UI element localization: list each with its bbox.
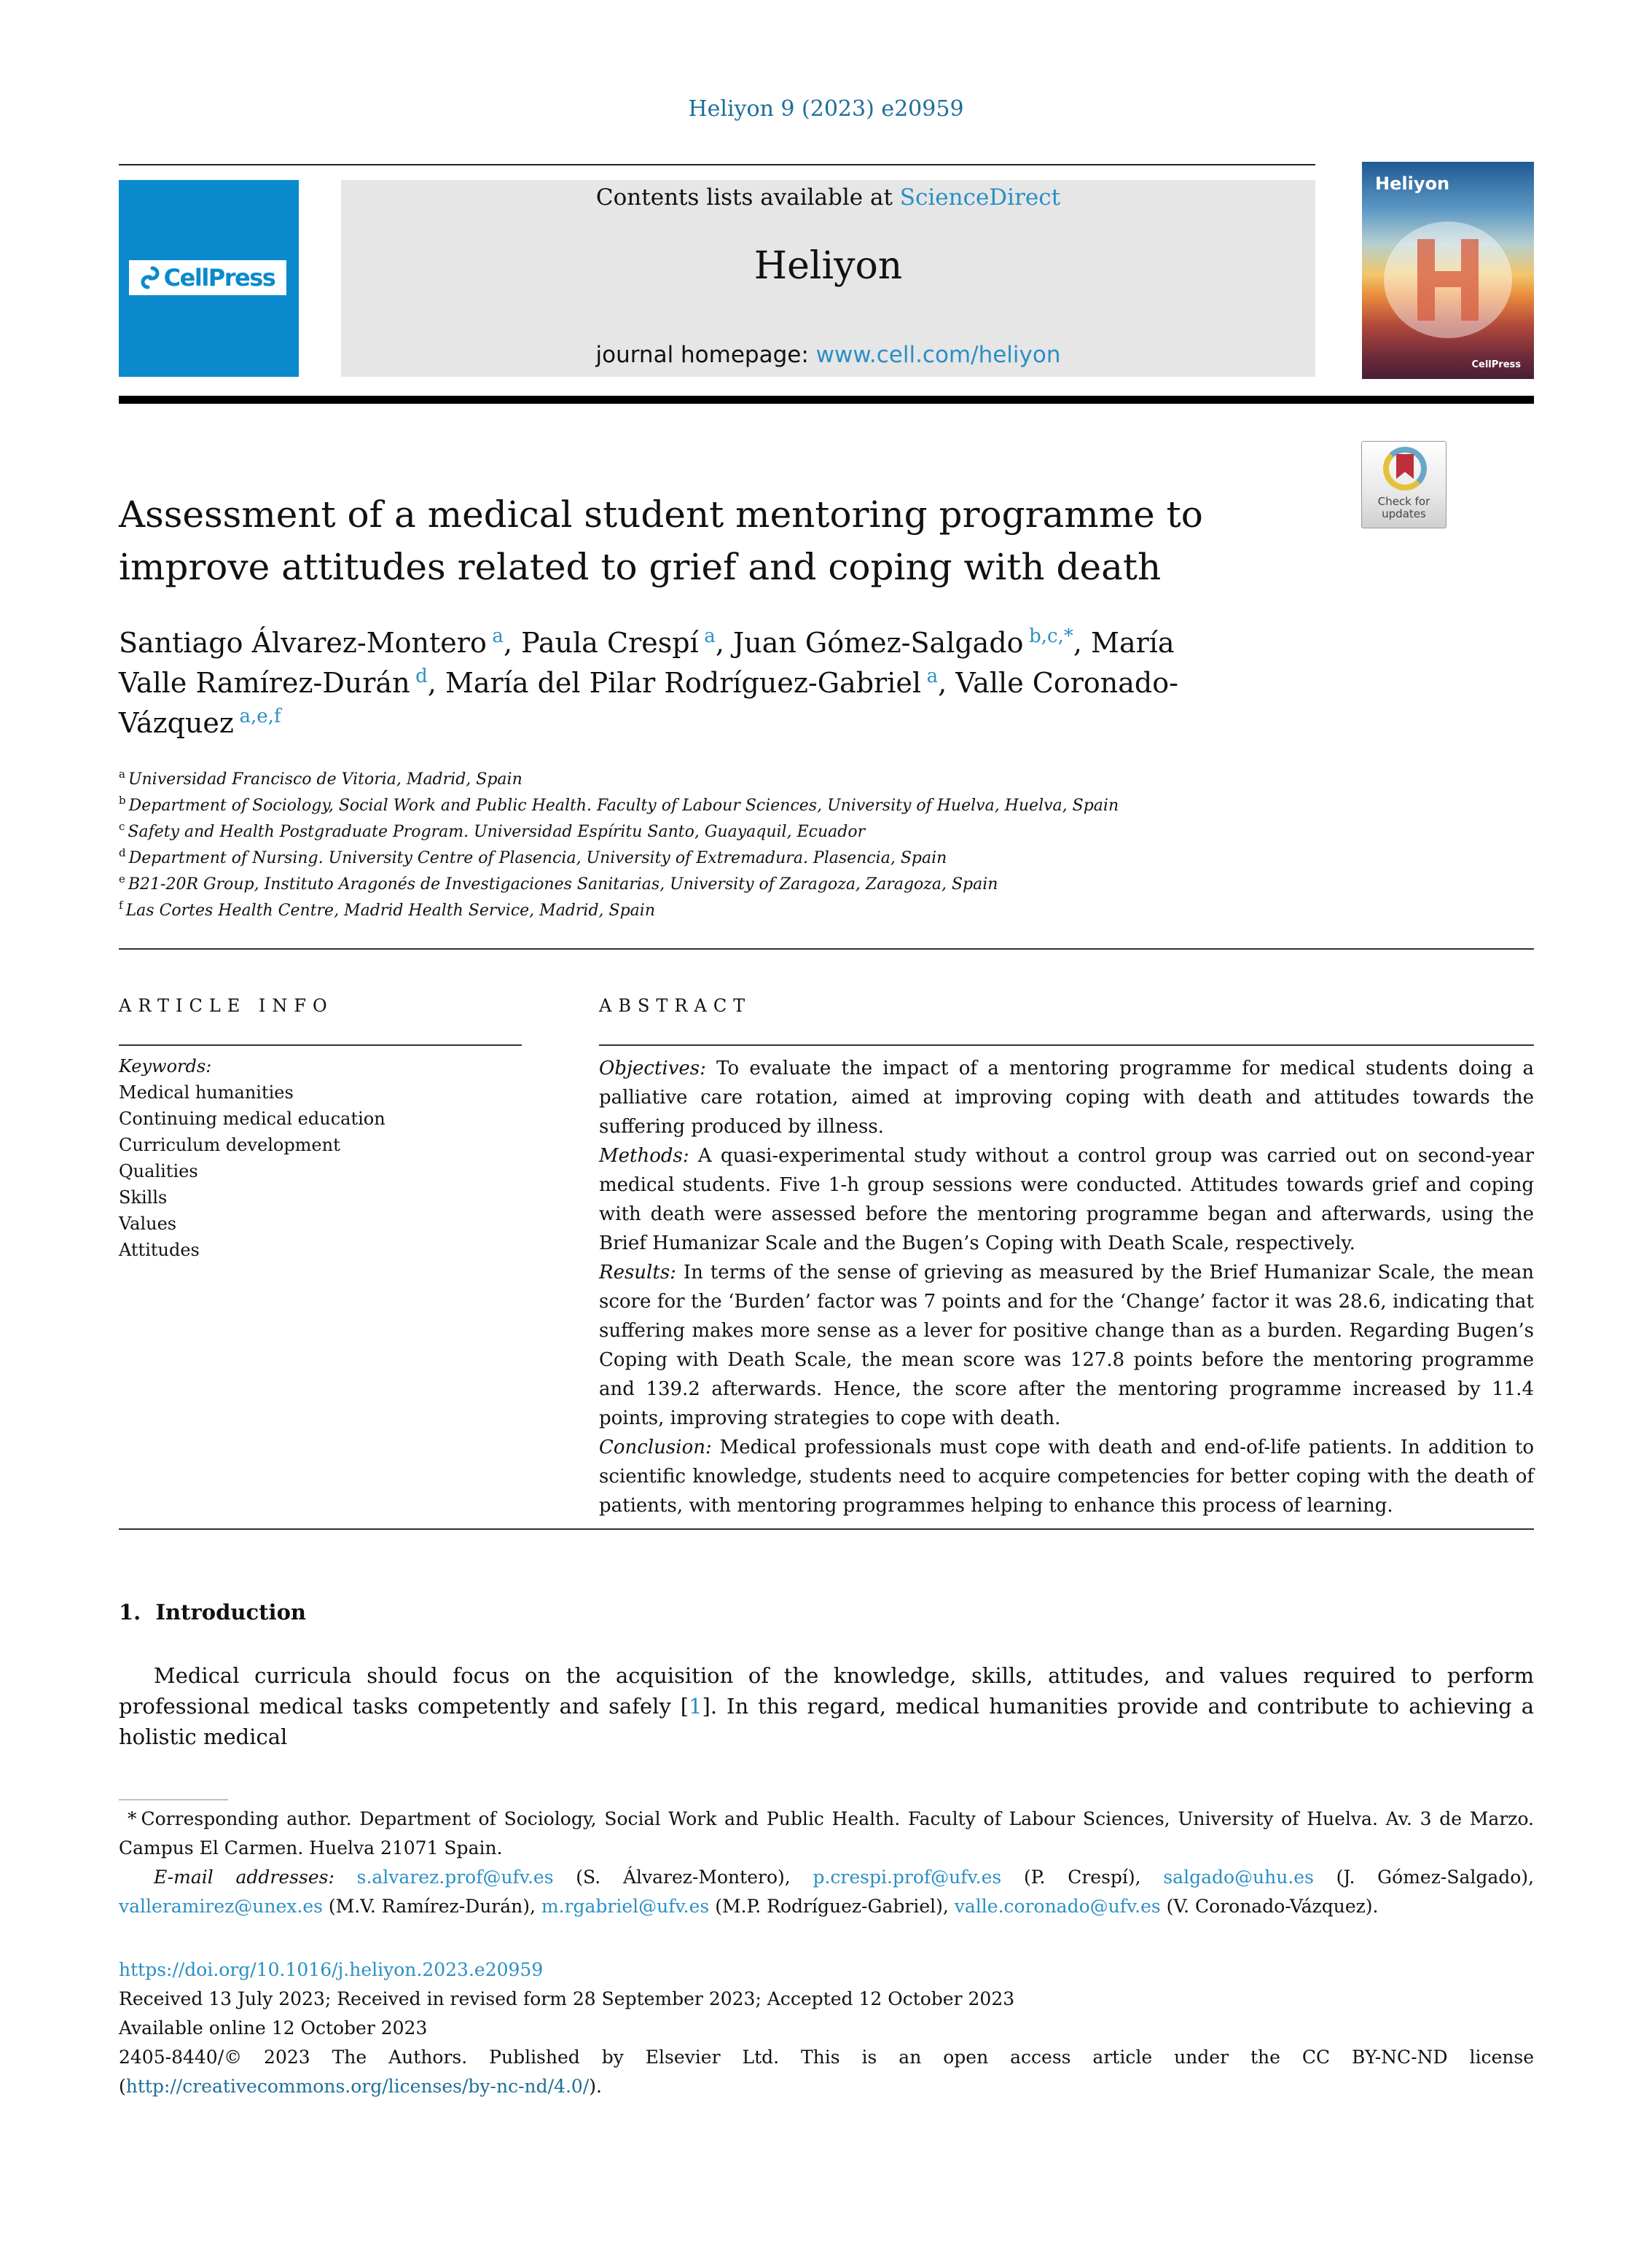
journal-cover-image[interactable] bbox=[1362, 162, 1534, 379]
masthead-thick-rule bbox=[119, 396, 1534, 404]
cellpress-wordmark: CellPress bbox=[163, 264, 275, 292]
email-link[interactable]: valle.coronado@ufv.es bbox=[954, 1896, 1161, 1917]
sciencedirect-link[interactable]: ScienceDirect bbox=[899, 184, 1061, 211]
cellpress-logo-panel bbox=[119, 180, 299, 377]
affiliation-text: Department of Sociology, Social Work and Public Health. Faculty of Labour Sciences, University of Huelva, Huelva, Spain bbox=[128, 797, 1119, 815]
introduction-heading: 1. Introduction bbox=[119, 1600, 306, 1625]
email-link[interactable]: valleramirez@unex.es bbox=[119, 1896, 323, 1917]
email-link[interactable]: m.rgabriel@ufv.es bbox=[541, 1896, 710, 1917]
affiliation-list bbox=[119, 767, 1358, 924]
email-owner: (S. Álvarez-Montero), bbox=[553, 1867, 813, 1888]
email-owner: (J. Gómez-Salgado), bbox=[1313, 1867, 1535, 1888]
author[interactable]: Santiago Álvarez-Montero bbox=[119, 627, 487, 659]
article-title bbox=[119, 488, 1285, 593]
affiliation-key: c bbox=[119, 820, 125, 833]
paren-close: ). bbox=[589, 2076, 602, 2097]
publication-info bbox=[119, 1955, 1534, 2101]
contents-line bbox=[341, 180, 1315, 215]
email-link[interactable]: p.crespi.prof@ufv.es bbox=[813, 1867, 1002, 1888]
affiliation-key: d bbox=[119, 846, 126, 859]
author[interactable]: Paula Crespí bbox=[521, 627, 699, 659]
journal-masthead bbox=[341, 180, 1315, 377]
check-updates-label: Check for updates bbox=[1377, 495, 1430, 520]
affiliation-key: f bbox=[119, 899, 123, 912]
keyword: Qualities bbox=[119, 1161, 198, 1181]
affiliation-item bbox=[119, 845, 1358, 872]
email-addresses bbox=[119, 1863, 1534, 1921]
keywords-label: Keywords: bbox=[119, 1056, 212, 1076]
affiliation-item bbox=[119, 872, 1358, 898]
contents-prefix: Contents lists available at bbox=[595, 184, 900, 211]
corresponding-author-note bbox=[119, 1805, 1534, 1863]
abstract-objectives bbox=[599, 1054, 1534, 1141]
section-label: Conclusion: bbox=[599, 1437, 712, 1458]
abstract-methods bbox=[599, 1141, 1534, 1258]
section-text: Medical professionals must cope with death and end-of-life patients. In addition to scientific knowledge, students need to acquire competencies for better coping with the death of patients, with mentoring programmes helping to enhance this process of learning. bbox=[599, 1437, 1534, 1517]
keyword: Medical humanities bbox=[119, 1082, 294, 1103]
received-dates: Received 13 July 2023; Received in revised form 28 September 2023; Accepted 12 October 2023 bbox=[119, 1988, 1015, 2009]
keyword: Continuing medical education bbox=[119, 1109, 385, 1129]
affiliation-text: B21-20R Group, Instituto Aragonés de Investigaciones Sanitarias, University of Zaragoza, Zaragoza, Spain bbox=[128, 875, 998, 894]
affiliation-item bbox=[119, 898, 1358, 924]
header-rule bbox=[119, 164, 1315, 165]
affiliation-ref[interactable]: b,c,* bbox=[1029, 625, 1073, 647]
author[interactable]: Juan Gómez-Salgado bbox=[732, 627, 1024, 659]
section-text: In terms of the sense of grieving as measured by the Brief Humanizar Scale, the mean score for the ‘Burden’ factor was 7 points and for the ‘Change’ factor it was 28.6, indicating that suffering makes more sense as a lever for positive change than as a burden. Regarding Bugen’s Coping with Death Scale, the mean score was 127.8 points before the mentoring programme and 139.2 afterwards. Hence, the score after the mentoring programme increased by 11.4 points, improving strategies to cope with death. bbox=[599, 1262, 1534, 1429]
license-link[interactable]: http://creativecommons.org/licenses/by-nc-nd/4.0/ bbox=[125, 2076, 590, 2097]
affiliation-ref[interactable]: a bbox=[704, 625, 716, 647]
affiliation-text: Department of Nursing. University Centre of Plasencia, University of Extremadura. Plasencia, Spain bbox=[128, 849, 947, 867]
keyword: Curriculum development bbox=[119, 1135, 340, 1155]
paren-open: ( bbox=[119, 2076, 126, 2097]
section-text: A quasi-experimental study without a control group was carried out on second-year medical students. Five 1-h group sessions were conducted. Attitudes towards grief and coping with death were assessed before the mentoring programme began and afterwards, using the Brief Humanizar Scale and the Bugen’s Coping with Death Scale, respectively. bbox=[599, 1145, 1534, 1254]
license-url-line bbox=[119, 2072, 1534, 2101]
footnotes bbox=[119, 1805, 1534, 1921]
journal-reference-link[interactable]: Heliyon 9 (2023) e20959 bbox=[688, 96, 964, 122]
check-for-updates-button[interactable] bbox=[1361, 441, 1447, 528]
cover-brand: CellPress bbox=[1471, 359, 1521, 370]
keyword: Skills bbox=[119, 1187, 168, 1208]
article-info-rule bbox=[119, 1044, 522, 1046]
affiliation-item bbox=[119, 819, 1358, 845]
abstract-rule bbox=[599, 1044, 1534, 1046]
email-owner: (P. Crespí), bbox=[1001, 1867, 1164, 1888]
affiliation-ref[interactable]: a bbox=[492, 625, 504, 647]
email-link[interactable]: s.alvarez.prof@ufv.es bbox=[356, 1867, 554, 1888]
available-online: Available online 12 October 2023 bbox=[119, 2017, 428, 2039]
affiliation-ref[interactable]: a,e,f bbox=[239, 706, 281, 727]
article-info-heading: ARTICLE INFO bbox=[119, 996, 334, 1016]
cellpress-link-icon bbox=[141, 265, 160, 290]
affiliation-text: Safety and Health Postgraduate Program. Universidad Espíritu Santo, Guayaquil, Ecuador bbox=[128, 823, 866, 841]
affiliation-item bbox=[119, 767, 1358, 793]
email-label: E-mail addresses: bbox=[154, 1867, 334, 1888]
intro-text: Medical curricula should focus on the acquisition of the knowledge, skills, attitudes, and values required to perform professional medical tasks competently and safely [ bbox=[119, 1663, 1534, 1719]
affiliation-ref[interactable]: d bbox=[415, 665, 428, 687]
affiliation-text: Universidad Francisco de Vitoria, Madrid, Spain bbox=[128, 770, 522, 789]
section-label: Objectives: bbox=[599, 1058, 706, 1079]
asterisk-marker: * bbox=[128, 1808, 137, 1829]
author-list: Santiago Álvarez-Montero $^a$, Paula Crespí $^a$, Juan Gómez-Salgado $^{b,c,*}$, María Valle Ramírez-Durán $^d$, María del Pilar Rodríguez-Gabriel $^a$, Valle Coronado-Vázquez $^{a,e,f}$ bbox=[119, 625, 1178, 739]
license-statement: 2405-8440/© 2023 The Authors. Published by Elsevier Ltd. This is an open access article under the CC BY-NC-ND license bbox=[119, 2047, 1534, 2068]
author[interactable]: María Valle Ramírez-Durán bbox=[119, 627, 1175, 699]
cellpress-logo bbox=[129, 260, 286, 295]
cover-h-letter-icon bbox=[1417, 239, 1479, 321]
keyword: Attitudes bbox=[119, 1240, 200, 1260]
doi-link[interactable]: https://doi.org/10.1016/j.heliyon.2023.e20959 bbox=[119, 1959, 544, 1980]
author[interactable]: Valle Coronado-Vázquez bbox=[119, 667, 1178, 739]
corresponding-text: Corresponding author. Department of Sociology, Social Work and Public Health. Faculty of Labour Sciences, University of Huelva. Av. 3 de Marzo. Campus El Carmen. Huelva 21071 Spain. bbox=[119, 1808, 1534, 1859]
affiliation-key: e bbox=[119, 872, 125, 886]
journal-name: Heliyon bbox=[753, 244, 903, 288]
abstract-body bbox=[599, 1054, 1534, 1520]
affiliation-key: a bbox=[119, 767, 125, 781]
homepage-link[interactable]: www.cell.com/heliyon bbox=[815, 342, 1061, 368]
intro-text: ]. In this regard, medical humanities provide and contribute to achieving a holistic medical bbox=[119, 1694, 1534, 1749]
author[interactable]: María del Pilar Rodríguez-Gabriel bbox=[445, 667, 921, 699]
affiliation-ref[interactable]: a bbox=[926, 665, 939, 687]
title-line-1: Assessment of a medical student mentoring programme to bbox=[119, 493, 1203, 536]
email-link[interactable]: salgado@uhu.es bbox=[1163, 1867, 1314, 1888]
section-label: Methods: bbox=[599, 1145, 689, 1167]
section-text: To evaluate the impact of a mentoring programme for medical students doing a palliative care rotation, aimed at improving coping with death and attitudes towards the suffering produced by illness. bbox=[599, 1058, 1534, 1138]
affiliation-text: Las Cortes Health Centre, Madrid Health Service, Madrid, Spain bbox=[125, 902, 655, 920]
affiliation-key: b bbox=[119, 794, 126, 807]
email-owner: (M.V. Ramírez-Durán), bbox=[322, 1896, 541, 1917]
keywords-list bbox=[119, 1053, 512, 1263]
homepage-line bbox=[341, 342, 1315, 368]
abstract-heading: ABSTRACT bbox=[599, 996, 752, 1016]
reference-link[interactable]: 1 bbox=[689, 1694, 702, 1719]
title-line-2: improve attitudes related to grief and coping with death bbox=[119, 546, 1162, 588]
abstract-end-rule bbox=[119, 1528, 1534, 1530]
abstract-conclusion bbox=[599, 1433, 1534, 1520]
affiliation-item bbox=[119, 793, 1358, 819]
email-owner: (M.P. Rodríguez-Gabriel), bbox=[709, 1896, 955, 1917]
keyword: Values bbox=[119, 1214, 177, 1234]
section-label: Results: bbox=[599, 1262, 676, 1283]
cover-title: Heliyon bbox=[1375, 173, 1450, 194]
abstract-results bbox=[599, 1258, 1534, 1433]
footnote-rule bbox=[119, 1799, 228, 1800]
section-rule bbox=[119, 948, 1534, 950]
homepage-prefix: journal homepage: bbox=[595, 342, 816, 368]
introduction-paragraph bbox=[119, 1660, 1534, 1752]
email-owner: (V. Coronado-Vázquez). bbox=[1160, 1896, 1379, 1917]
